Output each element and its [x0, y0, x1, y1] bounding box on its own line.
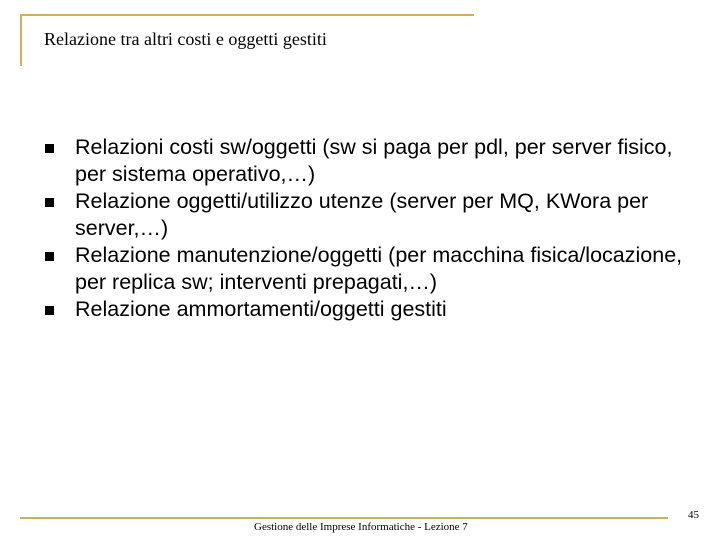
bullet-text: Relazione ammortamenti/oggetti gestiti: [75, 297, 447, 321]
bullet-text: Relazioni costi sw/oggetti (sw si paga per pdl, per server fisico, per sistema operativo,…): [75, 135, 673, 186]
bullet-item: [44, 188, 684, 242]
square-bullet-icon: [45, 198, 54, 207]
bullet-list: [44, 134, 684, 323]
bullet-item: [44, 296, 684, 323]
square-bullet-icon: [45, 144, 54, 153]
bullet-text: Relazione oggetti/utilizzo utenze (server per MQ, KWora per server,…): [75, 189, 649, 240]
title-left-rule: [20, 14, 22, 66]
footer-rule: [20, 517, 668, 519]
bullet-item: [44, 134, 684, 188]
title-top-rule: [20, 14, 474, 16]
footer-text: Gestione delle Imprese Informatiche - Lezione 7: [254, 521, 468, 533]
bullet-text: Relazione manutenzione/oggetti (per macchina fisica/locazione, per replica sw; interventi prepagati,…): [75, 243, 683, 294]
square-bullet-icon: [45, 252, 54, 261]
page-number: 45: [688, 509, 699, 521]
slide-title: Relazione tra altri costi e oggetti gestiti: [44, 29, 327, 49]
square-bullet-icon: [45, 306, 54, 315]
bullet-item: [44, 242, 684, 296]
